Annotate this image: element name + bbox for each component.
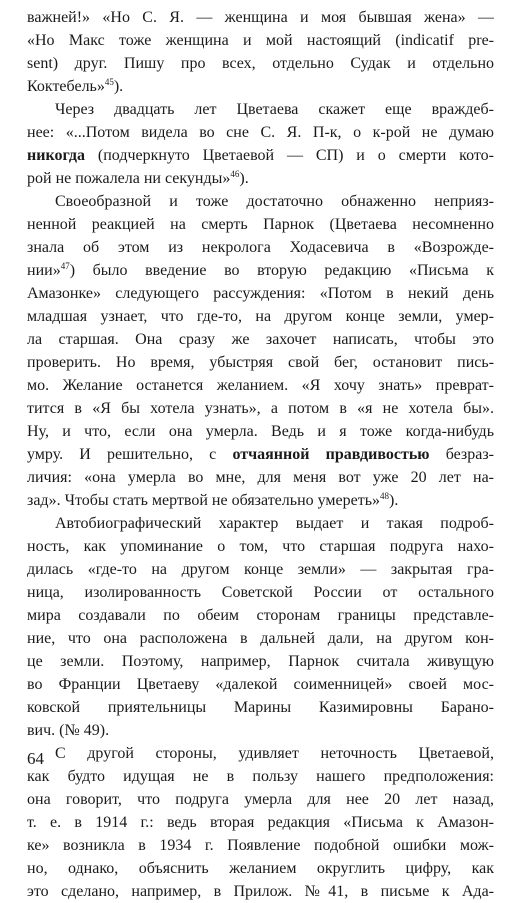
text-segment: С другой стороны, удивляет неточность Цветаевой, (55, 745, 494, 762)
text-segment: зад». Чтобы стать мертвой не обязательно умереть» (27, 492, 381, 509)
text-line (27, 305, 494, 328)
text-segment: ла старшая. Она сразу же захочет написать, чтобы это (27, 331, 494, 348)
text-line (27, 6, 494, 29)
text-line (27, 351, 494, 374)
text-line (27, 75, 494, 98)
text-line (27, 328, 494, 351)
text-segment: вич. (№ 49). (27, 722, 110, 739)
text-line (27, 604, 494, 627)
text-segment: Коктебель» (27, 78, 105, 95)
text-line (27, 673, 494, 696)
text-segment: умру. И решительно, с (27, 446, 233, 463)
text-line (27, 259, 494, 282)
footnote-ref: 47 (60, 261, 70, 271)
text-segment: ). (113, 78, 124, 95)
footnote-ref: 45 (104, 77, 114, 87)
text-segment: Автобиографический характер выдает и такая подроб- (55, 515, 494, 532)
text-segment: безраз- (429, 446, 494, 463)
text-line (27, 696, 494, 719)
text-segment: ние, что она расположена в дальней дали, на другом кон- (27, 630, 494, 647)
page-number: 64 (27, 749, 44, 768)
text-line (27, 29, 494, 52)
text-line (27, 397, 494, 420)
text-segment: (подчеркнуто Цветаевой — СП) и о смерти кото- (85, 147, 494, 164)
text-line (27, 144, 494, 167)
text-line (27, 374, 494, 397)
text-segment: ) было введение во вторую редакцию «Письма к (69, 262, 494, 279)
text-line (27, 466, 494, 489)
text-line (27, 558, 494, 581)
text-segment: тится в «Я бы хотела узнать», а потом в «я не хотела бы». (27, 400, 494, 417)
text-segment: во Франции Цветаеву «далекой соименницей» своей мос- (27, 676, 494, 693)
text-segment: мира создавали по обеим сторонам границы представле- (27, 607, 494, 624)
text-line (27, 489, 494, 512)
text-line (27, 880, 494, 903)
text-line (27, 581, 494, 604)
text-segment: ). (389, 492, 399, 509)
text-line (27, 98, 494, 121)
text-segment: младшая узнает, что где-то, на другом конце земли, умер- (27, 308, 494, 325)
text-line (27, 420, 494, 443)
text-line (27, 834, 494, 857)
body-text (27, 6, 494, 903)
footnote-ref: 48 (380, 491, 390, 501)
text-segment: sent) друг. Пишу про всех, отдельно Судак и отдельно (27, 55, 494, 72)
text-line (27, 167, 494, 190)
text-segment: как будто идущая не в пользу нашего предположения: (27, 768, 494, 785)
text-segment: ница, изолированность Советской России от остального (27, 584, 494, 601)
text-segment: дилась «где-то на другом конце земли» — закрытая гра- (27, 561, 494, 578)
text-segment: ке» возникла в 1934 г. Появление подобной ошибки мож- (27, 837, 494, 854)
text-segment: ковской приятельницы Марины Казимировны Барано- (27, 699, 494, 716)
text-line (27, 742, 494, 765)
text-segment: проверить. Но время, убыстряя свой бег, остановит пись- (27, 354, 494, 371)
text-line (27, 282, 494, 305)
footnote-ref: 46 (230, 169, 240, 179)
text-line (27, 121, 494, 144)
text-segment: мо. Желание останется желанием. «Я хочу знать» преврат- (27, 377, 494, 394)
text-segment: Своеобразной и тоже достаточно обнаженно неприяз- (55, 193, 494, 210)
text-line (27, 765, 494, 788)
text-segment: она говорит, что подруга умерла для нее 20 лет назад, (27, 791, 494, 808)
text-segment: «Но Макс тоже женщина и мой настоящий (indicatif pre- (27, 32, 494, 49)
text-line (27, 443, 494, 466)
text-segment: личия: «она умерла во мне, для меня вот уже 20 лет на- (27, 469, 494, 486)
text-line (27, 190, 494, 213)
text-line (27, 811, 494, 834)
text-segment: ность, как упоминание о том, что старшая подруга нахо- (27, 538, 494, 555)
text-segment: нии» (27, 262, 61, 279)
text-line (27, 52, 494, 75)
text-segment: знала об этом из некролога Ходасевича в «Возрожде- (27, 239, 494, 256)
text-line (27, 627, 494, 650)
text-line (27, 650, 494, 673)
text-segment: ). (239, 170, 249, 187)
emphasized-text: никогда (27, 147, 86, 164)
text-segment: Ну, и что, если она умерла. Ведь и я тоже когда-нибудь (27, 423, 494, 440)
text-segment: нее: «...Потом видела во сне С. Я. П-к, о к-рой не думаю (27, 124, 494, 141)
text-segment: ненной реакцией на смерть Парнок (Цветаева несомненно (27, 216, 494, 233)
text-line (27, 857, 494, 880)
text-segment: но, однако, объяснить желанием округлить цифру, как (27, 860, 494, 877)
text-line (27, 512, 494, 535)
text-segment: важней!» «Но С. Я. — женщина и моя бывшая жена» — (27, 9, 494, 26)
text-segment: это сделано, например, в Прилож. №41, в письме к Ада- (27, 883, 494, 900)
text-segment: Амазонке» следующего рассуждения: «Потом в некий день (27, 285, 494, 302)
text-segment: т. е. в 1914 г.: ведь вторая редакция «Письма к Амазон- (27, 814, 494, 831)
text-line (27, 535, 494, 558)
text-segment: Через двадцать лет Цветаева скажет еще враждеб- (55, 101, 494, 118)
text-line (27, 236, 494, 259)
text-segment: рой не пожалела ни секунды» (27, 170, 231, 187)
text-line (27, 213, 494, 236)
text-segment: це земли. Поэтому, например, Парнок считала живущую (27, 653, 494, 670)
emphasized-text: отчаянной правдивостью (232, 446, 430, 463)
text-line (27, 719, 494, 742)
